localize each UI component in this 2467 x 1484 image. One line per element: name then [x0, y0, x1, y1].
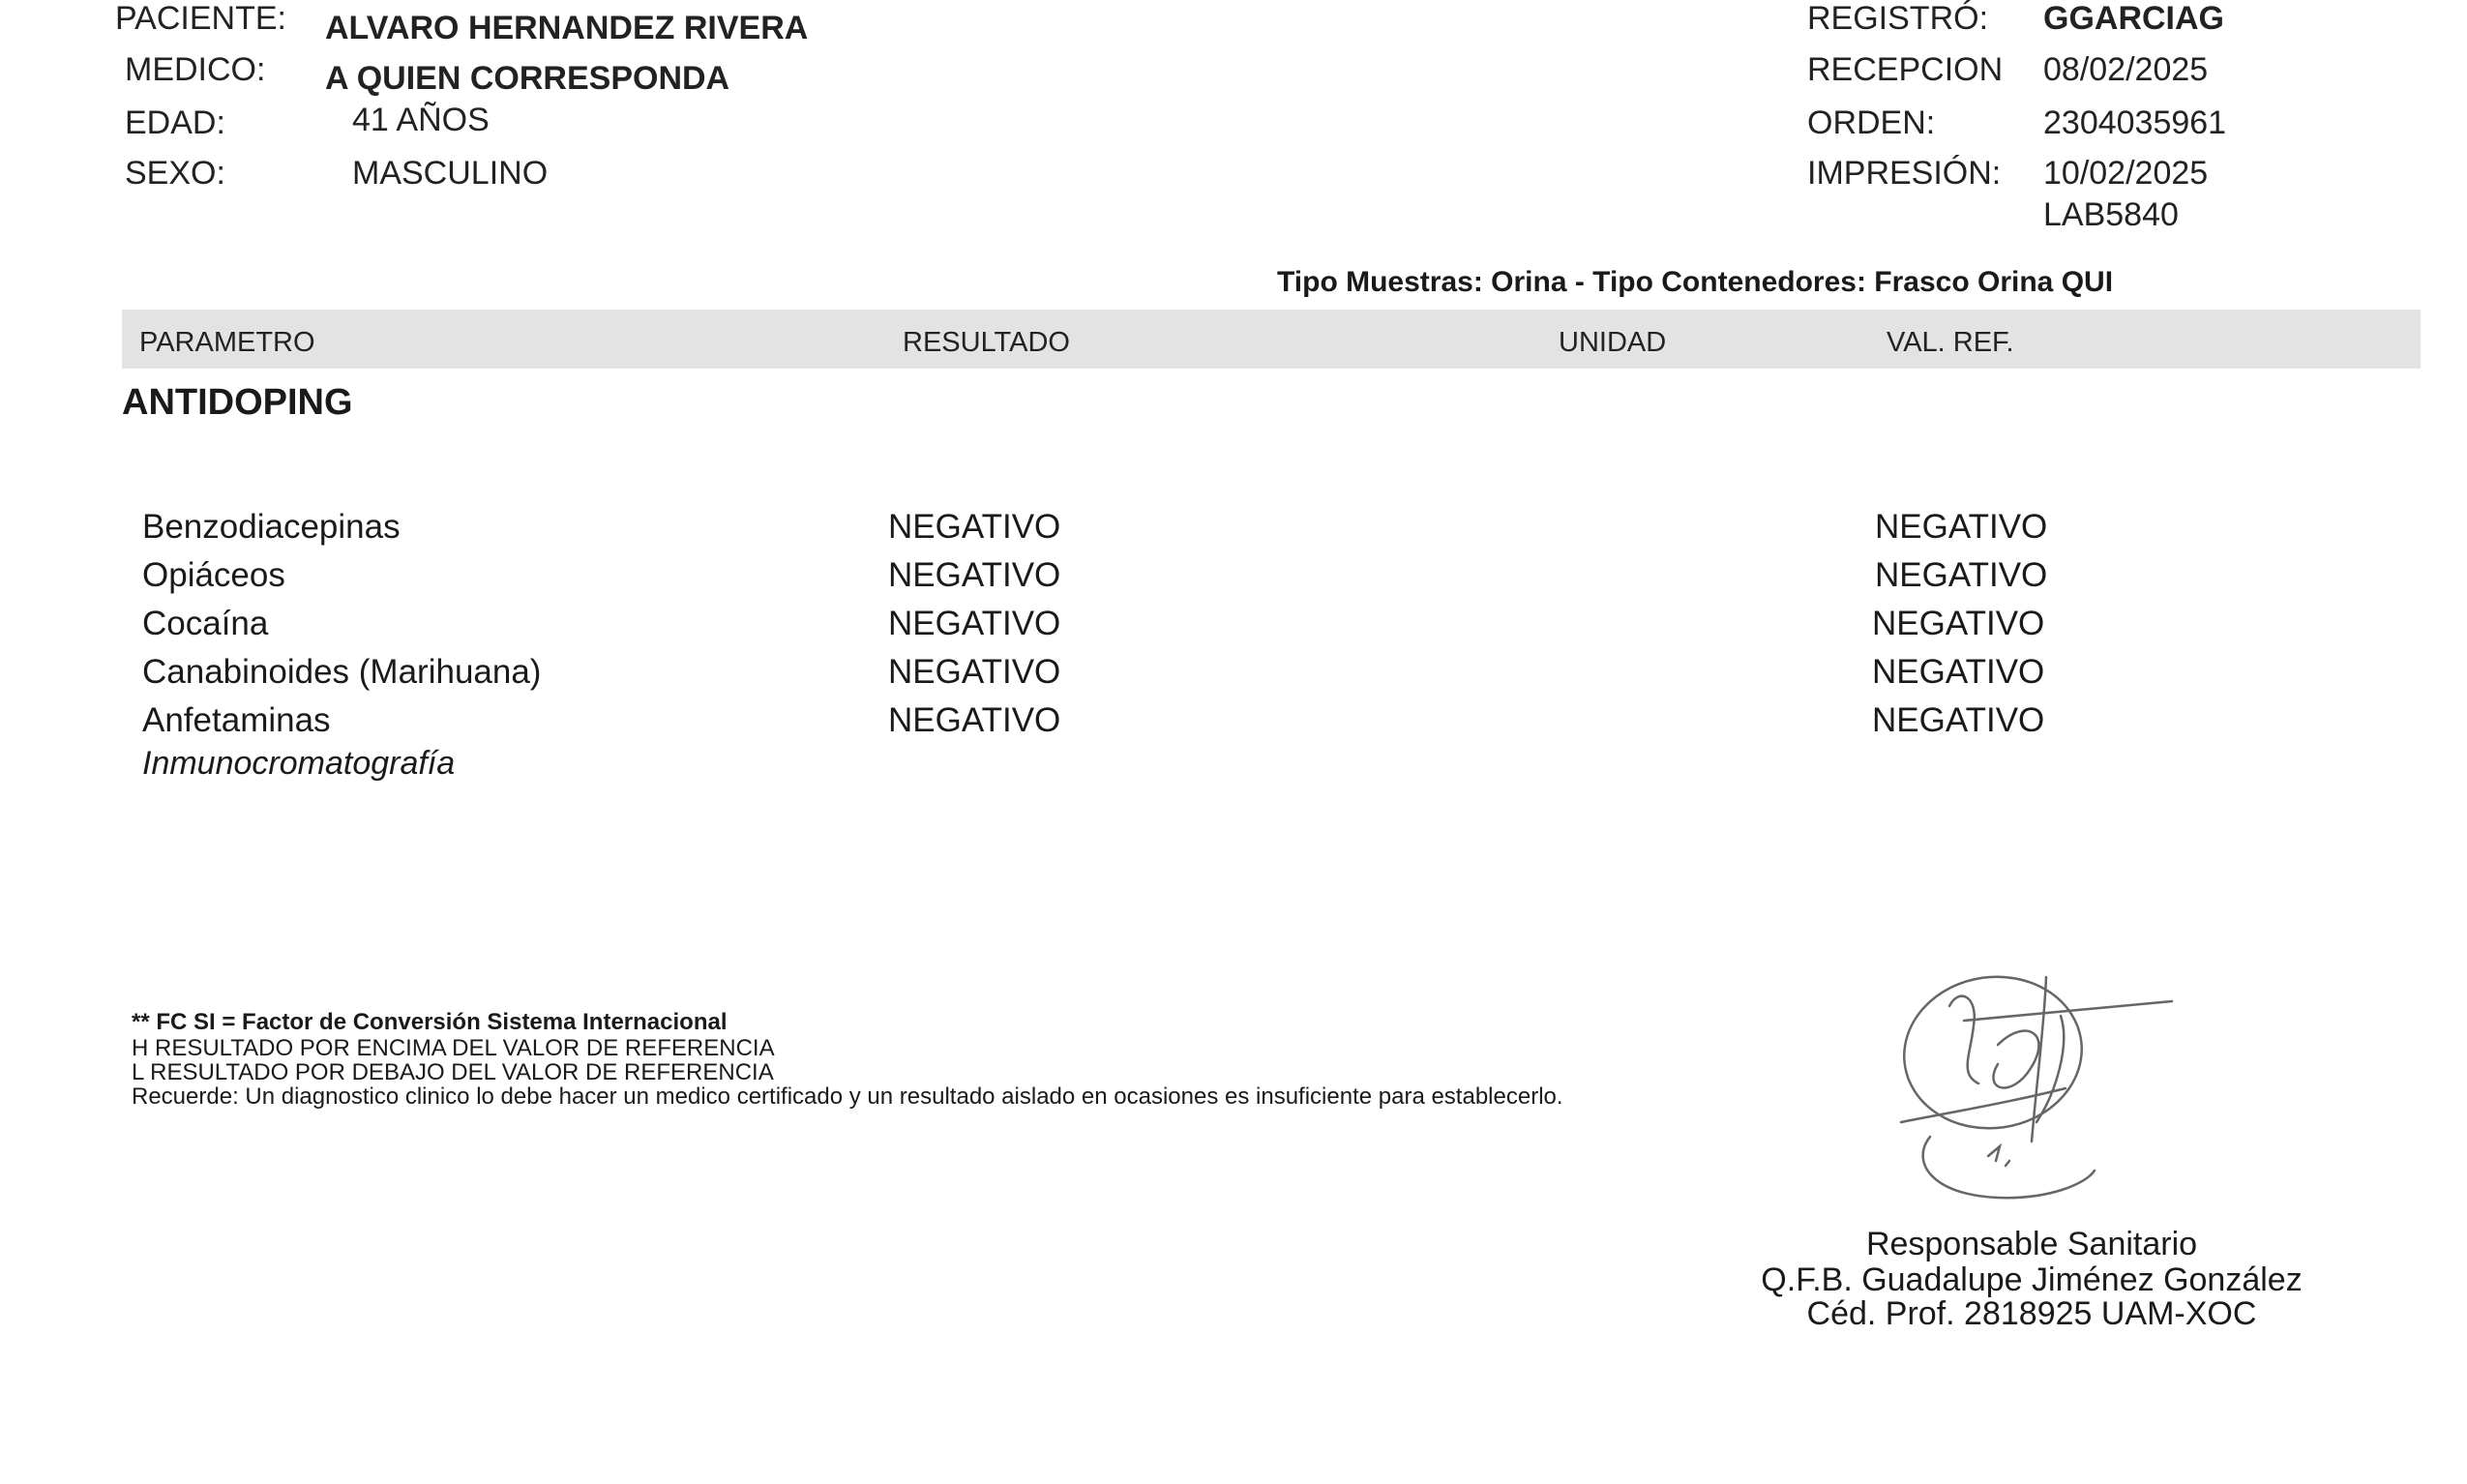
- results-table-header: [122, 310, 2421, 369]
- row-result: NEGATIVO: [888, 508, 1061, 546]
- high-result-note: H RESULTADO POR ENCIMA DEL VALOR DE REFERENCIA: [132, 1035, 775, 1061]
- patient-label: PACIENTE:: [115, 0, 286, 37]
- row-result: NEGATIVO: [888, 605, 1061, 642]
- registered-by-value: GGARCIAG: [2043, 0, 2224, 37]
- row-parameter: Benzodiacepinas: [142, 508, 401, 546]
- responsible-name: Q.F.B. Guadalupe Jiménez González: [1761, 1261, 2303, 1298]
- doctor-value: A QUIEN CORRESPONDA: [325, 60, 730, 97]
- sample-info: Tipo Muestras: Orina - Tipo Contenedores: Frasco Orina QUI: [1277, 266, 2114, 298]
- sex-value: MASCULINO: [352, 155, 549, 192]
- column-parameter: PARAMETRO: [139, 327, 315, 358]
- row-reference: NEGATIVO: [1875, 508, 2048, 546]
- lab-code: LAB5840: [2043, 196, 2179, 233]
- fc-si-note: ** FC SI = Factor de Conversión Sistema Internacional: [132, 1009, 728, 1035]
- column-result: RESULTADO: [903, 327, 1070, 358]
- method-note: Inmunocromatografía: [142, 745, 456, 782]
- order-value: 2304035961: [2043, 104, 2227, 141]
- row-result: NEGATIVO: [888, 653, 1061, 691]
- column-reference: VAL. REF.: [1887, 327, 2014, 358]
- row-reference: NEGATIVO: [1872, 653, 2045, 691]
- row-parameter: Canabinoides (Marihuana): [142, 653, 542, 691]
- row-parameter: Anfetaminas: [142, 701, 331, 739]
- row-reference: NEGATIVO: [1872, 605, 2045, 642]
- signature-image: [1891, 967, 2182, 1209]
- low-result-note: L RESULTADO POR DEBAJO DEL VALOR DE REFERENCIA: [132, 1059, 774, 1085]
- registered-by-label: REGISTRÓ:: [1807, 0, 1989, 37]
- row-reference: NEGATIVO: [1875, 556, 2048, 594]
- responsible-title: Responsable Sanitario: [1865, 1226, 2198, 1262]
- row-reference: NEGATIVO: [1872, 701, 2045, 739]
- diagnosis-reminder: Recuerde: Un diagnostico clinico lo debe hacer un medico certificado y un resultado aislado en ocasiones es insuficiente para establecerlo.: [132, 1083, 1563, 1110]
- row-parameter: Cocaína: [142, 605, 269, 642]
- patient-value: ALVARO HERNANDEZ RIVERA: [325, 10, 809, 46]
- sex-label: SEXO:: [125, 155, 225, 192]
- row-parameter: Opiáceos: [142, 556, 285, 594]
- print-date-label: IMPRESIÓN:: [1807, 155, 2002, 192]
- section-title: ANTIDOPING: [122, 382, 353, 423]
- age-value: 41 AÑOS: [352, 102, 490, 138]
- row-result: NEGATIVO: [888, 701, 1061, 739]
- order-label: ORDEN:: [1807, 104, 1936, 141]
- doctor-label: MEDICO:: [125, 51, 266, 88]
- responsible-license: Céd. Prof. 2818925 UAM-XOC: [1806, 1295, 2257, 1332]
- reception-label: RECEPCION: [1807, 51, 2004, 88]
- row-result: NEGATIVO: [888, 556, 1061, 594]
- reception-value: 08/02/2025: [2043, 51, 2209, 88]
- print-date-value: 10/02/2025: [2043, 155, 2209, 192]
- column-unit: UNIDAD: [1559, 327, 1667, 358]
- age-label: EDAD:: [125, 104, 225, 141]
